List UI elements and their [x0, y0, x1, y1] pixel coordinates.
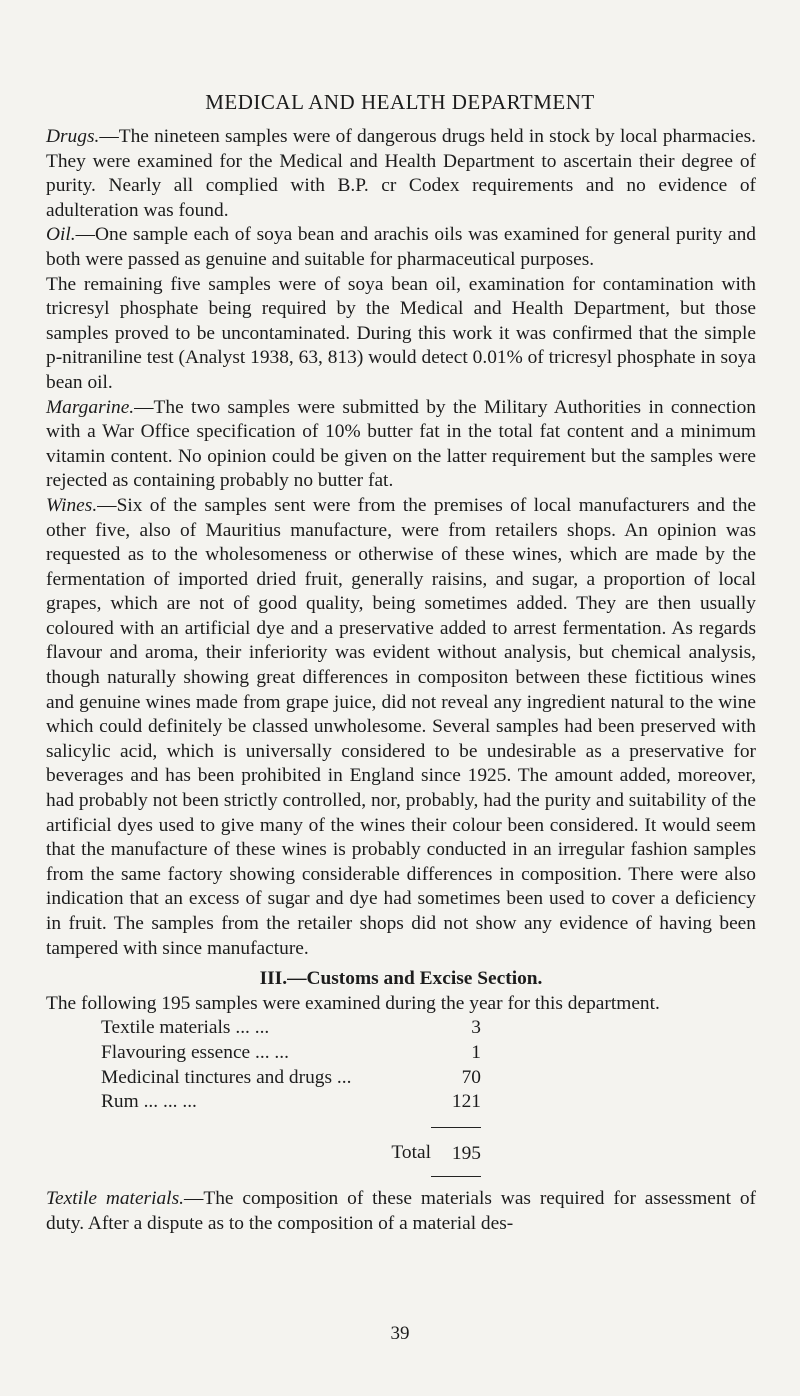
text-drugs: —The nineteen samples were of dangerous drugs held in stock by local pharmacies. They were examined for the Medical and Health Department to ascertain their degree of purity. Nearly all complied with B.P. cr Codex requirements and no evidence of adulteration was found.	[46, 126, 756, 221]
page-number: 39	[390, 1323, 410, 1344]
paragraph-oil	[46, 223, 756, 272]
text-wines: —Six of the samples sent were from the premises of local manufacturers and the other five, also of Mauritius manufacture, were from retailers shops. An opinion was requested as to the wholesomeness or otherwise of these wines, which are made by the fermentation of imported dried fruit, generally raisins, and sugar, a proportion of local grapes, which are not of good quality, being sometimes added. They are then usually coloured with an artificial dye and a preservative added to arrest fermentation. As regards flavour and aroma, their inferiority was evident without analysis, but chemical analysis, though naturally showing great differences in compositon between these fictitious wines and genuine wines made from grape juice, did not reveal any ingredient natural to the wine which could definitely be classed unwholesome. Several samples had been preserved with salicylic acid, which is universally considered to be undesirable as a preservative for beverages and has been prohibited in England since 1925. The amount added, moreover, had probably not been strictly controlled, nor, probably, had the purity and suitability of the artificial dyes used to give many of the wines their colour been considered. It would seem that the manufacture of these wines is probably conducted in an irregular fashion samples from the same factory showing considerable differences in composition. There were also indication that an excess of sugar and dye had sometimes been used to cover a deficiency in fruit. The samples from the retailer shops did not show any evidence of having been tampered with since manufacture.	[46, 494, 756, 959]
table-row	[101, 1066, 481, 1091]
lead-oil: Oil.	[46, 224, 76, 246]
paragraph-margarine	[46, 396, 756, 494]
row-label: Medicinal tinctures and drugs ...	[101, 1066, 352, 1088]
total-value: 195	[431, 1127, 481, 1177]
page-header: MEDICAL AND HEALTH DEPARTMENT	[205, 90, 595, 114]
text-textile: —The composition of these materials was required for assessment of duty. After a dispute as to the composition of a material des-	[46, 1188, 756, 1234]
lead-textile: Textile materials.	[46, 1188, 184, 1210]
paragraph-customs-intro	[46, 992, 756, 1017]
paragraph-oil-continued	[46, 273, 756, 396]
lead-margarine: Margarine.	[46, 396, 135, 418]
body-text	[46, 125, 756, 1237]
text-customs-intro: The following 195 samples were examined during the year for this department.	[46, 992, 660, 1014]
row-value: 1	[471, 1041, 481, 1063]
samples-summary-table	[101, 1016, 481, 1177]
table-row	[101, 1090, 481, 1127]
row-label: Flavouring essence ... ...	[101, 1041, 289, 1063]
text-oil-continued: The remaining five samples were of soya bean oil, examination for contamination with tricresyl phosphate being required by the Medical and Health Department, but those samples proved to be uncontaminated. During this work it was confirmed that the simple p-nitraniline test (Analyst 1938, 63, 813) would detect 0.01% of tricresyl phosphate in soya bean oil.	[46, 273, 756, 393]
row-label: Textile materials ... ...	[101, 1017, 270, 1039]
total-label: Total	[391, 1142, 431, 1164]
row-label: Rum ... ... ...	[101, 1091, 197, 1113]
lead-drugs: Drugs.	[46, 126, 100, 147]
text-oil: —One sample each of soya bean and arachis oils was examined for general purity and both were passed as genuine and suitable for pharmaceutical purposes.	[46, 224, 756, 270]
section-heading-customs: III.—Customs and Excise Section.	[259, 968, 543, 990]
total-row	[101, 1127, 481, 1177]
row-value: 70	[461, 1066, 481, 1088]
row-value: 121	[431, 1090, 481, 1127]
lead-wines: Wines.	[46, 494, 98, 516]
paragraph-drugs	[46, 125, 756, 223]
text-margarine: —The two samples were submitted by the Military Authorities in connection with a War Office specification of 10% butter fat in the total fat content and a minimum vitamin content. No opinion could be given on the latter requirement but the samples were rejected as containing probably no butter fat.	[46, 396, 756, 492]
table-row	[101, 1016, 481, 1041]
table-row	[101, 1041, 481, 1066]
paragraph-textile	[46, 1187, 756, 1236]
paragraph-wines	[46, 494, 756, 961]
row-value: 3	[471, 1017, 481, 1039]
